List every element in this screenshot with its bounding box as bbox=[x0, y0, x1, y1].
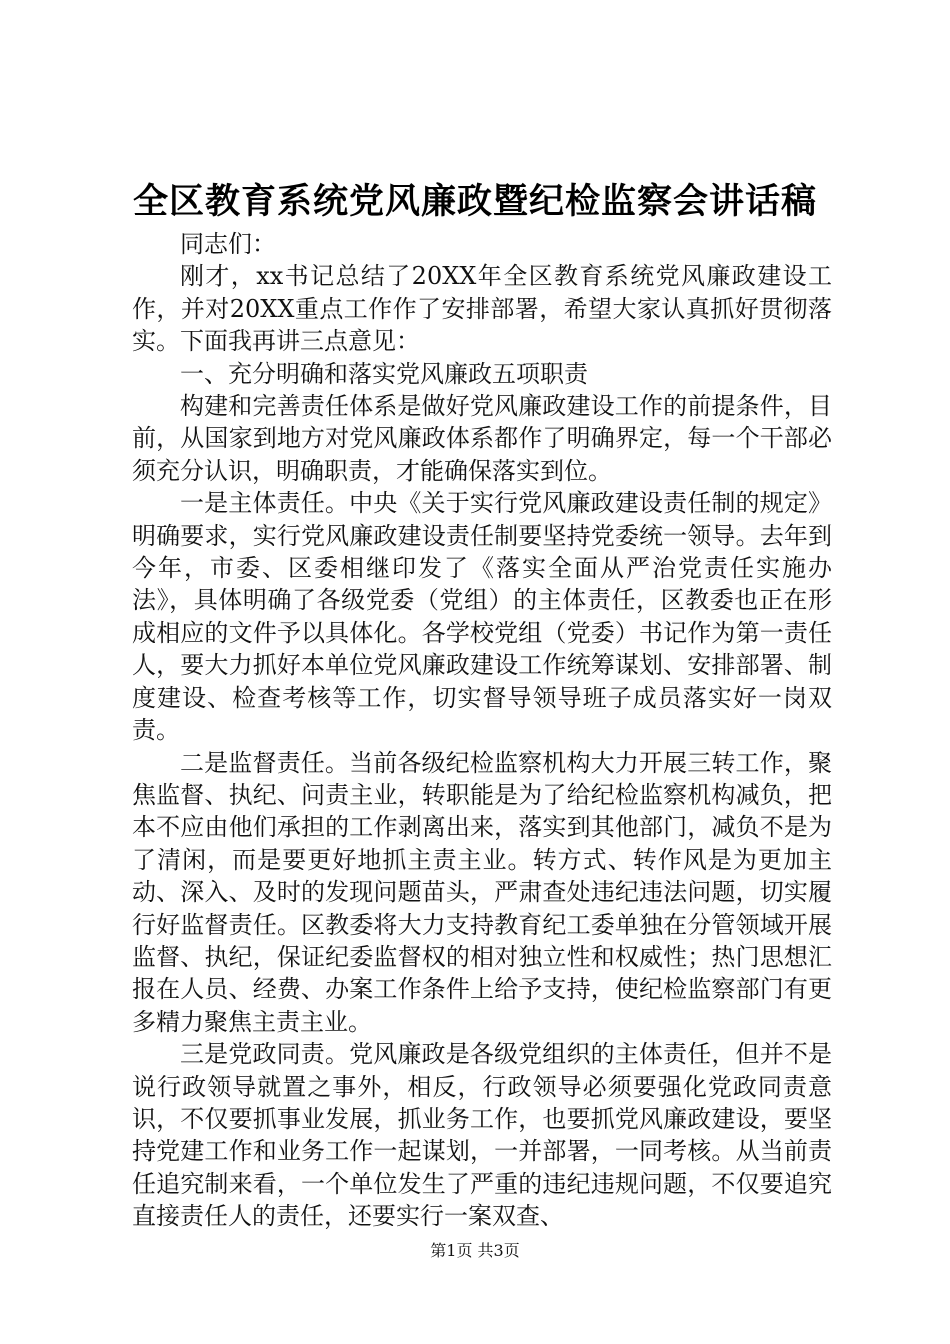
paragraph: 三是党政同责。党风廉政是各级党组织的主体责任，但并不是说行政领导就置之事外，相反，行政领导必须要强化党政同责意识，不仅要抓事业发展，抓业务工作，也要抓党风廉政建设，要坚持党建工作和业务工作一起谋划，一并部署，一同考核。从当前责任追究制来看，一个单位发生了严重的违纪违规问题，不仅要追究直接责任人的责任，还要实行一案双查、 bbox=[132, 1040, 832, 1231]
document-title: 全区教育系统党风廉政暨纪检监察会讲话稿 bbox=[132, 181, 817, 222]
paragraph: 构建和完善责任体系是做好党风廉政建设工作的前提条件，目前，从国家到地方对党风廉政体系都作了明确界定，每一个干部必须充分认识，明确职责，才能确保落实到位。 bbox=[132, 392, 832, 485]
paragraph-salutation: 同志们： bbox=[180, 230, 276, 258]
document-body bbox=[132, 228, 832, 1233]
paragraph-intro: 刚才，xx书记总结了20XX年全区教育系统党风廉政建设工作，并对20XX重点工作作了安排部署，希望大家认真抓好贯彻落实。下面我再讲三点意见： bbox=[132, 262, 832, 356]
paragraph: 二是监督责任。当前各级纪检监察机构大力开展三转工作，聚焦监督、执纪、问责主业，转职能是为了给纪检监察机构减负，把本不应由他们承担的工作剥离出来，落实到其他部门，减负不是为了清闲，而是要更好地抓主责主业。转方式、转作风是为更加主动、深入、及时的发现问题苗头，严肃查处违纪违法问题，切实履行好监督责任。区教委将大力支持教育纪工委单独在分管领域开展监督、执纪，保证纪委监督权的相对独立性和权威性；热门思想汇报在人员、经费、办案工作条件上给予支持，使纪检监察部门有更多精力聚焦主责主业。 bbox=[132, 748, 832, 1036]
section-heading: 一、充分明确和落实党风廉政五项职责 bbox=[180, 359, 588, 388]
page-footer: 第1页 共3页 bbox=[430, 1241, 520, 1260]
paragraph: 一是主体责任。中央《关于实行党风廉政建设责任制的规定》明确要求，实行党风廉政建设责任制要坚持党委统一领导。去年到今年，市委、区委相继印发了《落实全面从严治党责任实施办法》，具体明确了各级党委（党组）的主体责任，区教委也正在形成相应的文件予以具体化。各学校党组（党委）书记作为第一责任人，要大力抓好本单位党风廉政建设工作统筹谋划、安排部署、制度建设、检查考核等工作，切实督导领导班子成员落实好一岗双责。 bbox=[132, 489, 832, 745]
